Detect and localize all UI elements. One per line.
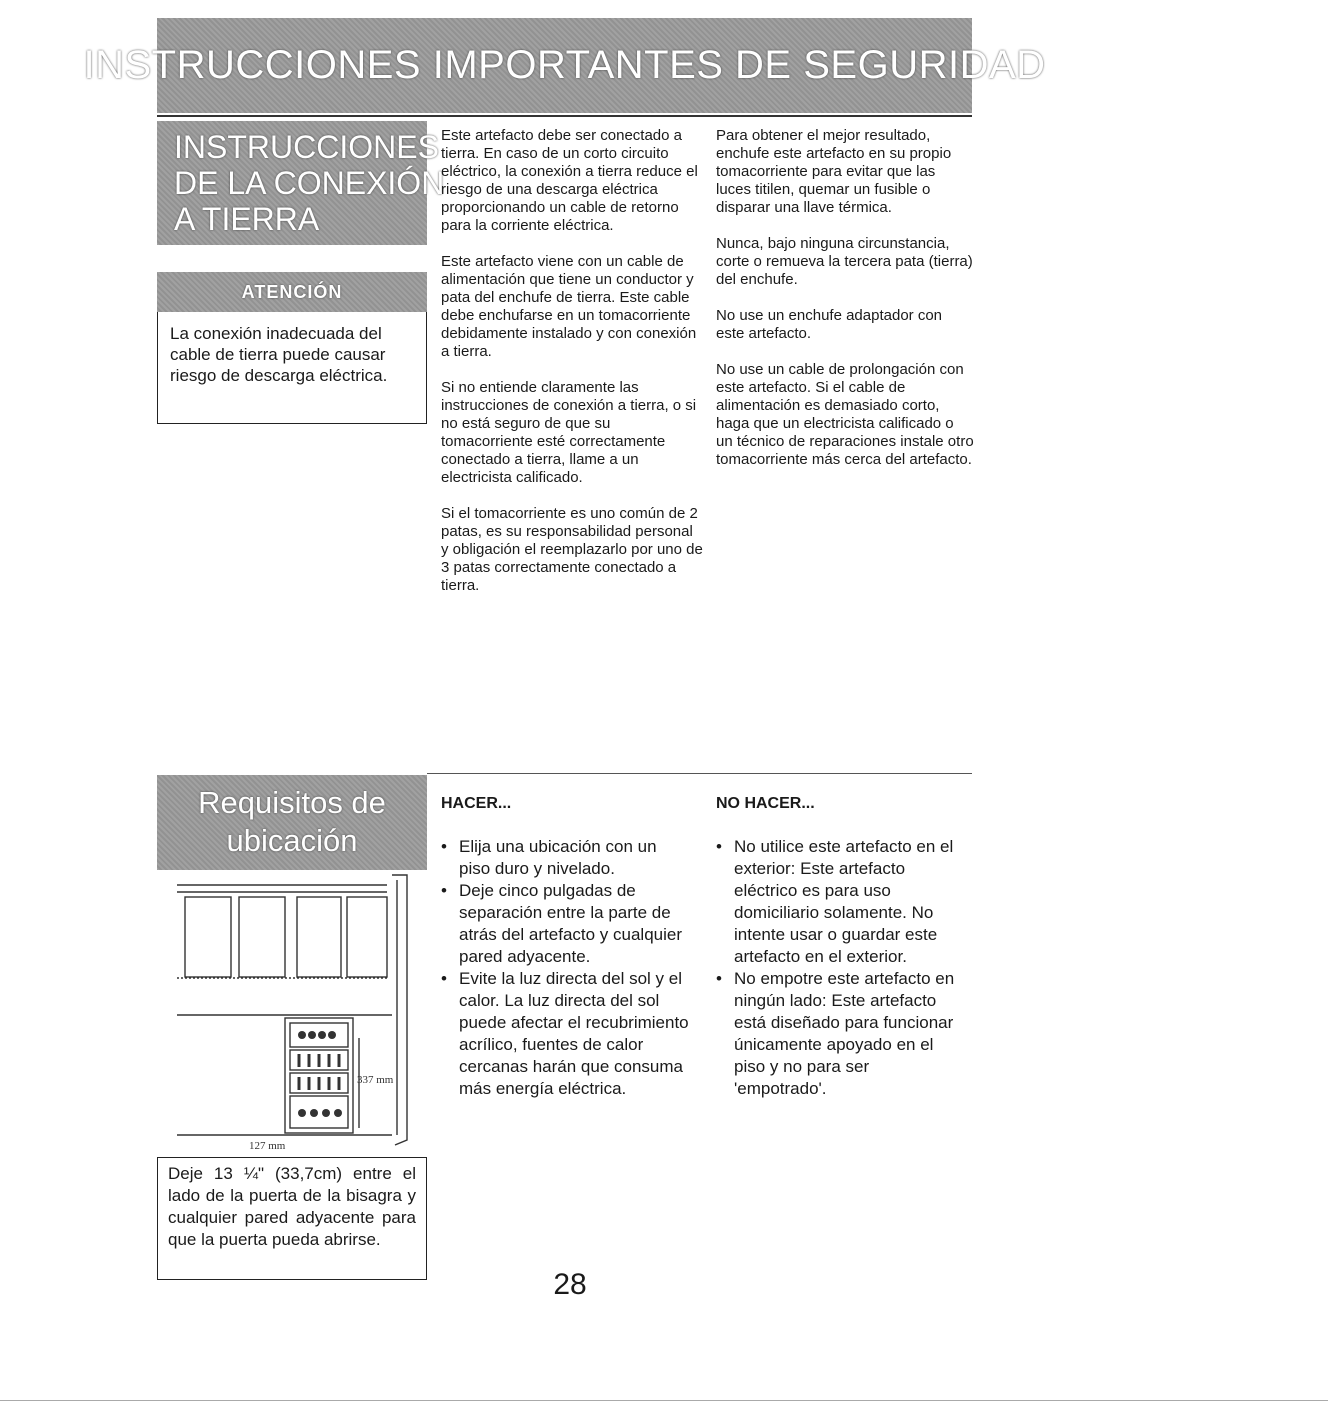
do-heading: HACER... — [441, 795, 512, 812]
paragraph: No use un cable de prolongación con este artefacto. Si el cable de alimentación es demasiado corto, haga que un electricista calificado o un técnico de reparaciones instale otro tomacorriente más cerca del artefacto. — [716, 361, 974, 468]
section-location-title-line: ubicación — [226, 823, 358, 858]
list-item: • Elija una ubicación con un piso duro y nivelado. — [441, 836, 691, 880]
placement-illustration — [157, 870, 427, 1155]
section-location-title-line: Requisitos de — [198, 785, 386, 820]
dim-width-label: 127 mm — [249, 1140, 286, 1152]
list-item: • Evite la luz directa del sol y el calor. La luz directa del sol puede afectar el recubrimiento acrílico, fuentes de calor cercanas harán que consuma más energía eléctrica. — [441, 968, 691, 1100]
paragraph: No use un enchufe adaptador con este artefacto. — [716, 307, 943, 342]
paragraph: Para obtener el mejor resultado, enchufe este artefacto en su propio tomacorriente para evitar que las luces titilen, quemar un fusible o disparar una llave térmica. — [716, 127, 952, 216]
paragraph: Este artefacto debe ser conectado a tierra. En caso de un corto circuito eléctrico, la conexión a tierra reduce el riesgo de una descarga eléctrica proporcionando un cable de retorno para la corriente eléctrica. — [441, 127, 698, 234]
attention-heading-text: ATENCIÓN — [241, 281, 343, 302]
list-item: • Deje cinco pulgadas de separación entre la parte de atrás del artefacto y cualquier pared adyacente. — [441, 880, 691, 968]
page-banner — [83, 18, 1046, 113]
list-item: • No empotre este artefacto en ningún lado: Este artefacto está diseñado para funcionar únicamente apoyado en el piso y no para ser 'empotrado'. — [716, 968, 966, 1100]
ground-column-2 — [716, 127, 974, 487]
do-list — [441, 836, 691, 1100]
attention-heading — [157, 272, 427, 312]
page-number: 28 — [553, 1268, 587, 1301]
section-location-title — [157, 775, 427, 870]
paragraph: Este artefacto viene con un cable de alimentación que tiene un conductor y pata del enchufe de tierra. Este cable debe enchufarse en un tomacorriente debidamente instalado y con conexión a tierra. — [441, 253, 697, 360]
list-item: • No utilice este artefacto en el exterior: Este artefacto eléctrico es para uso domiciliario solamente. No intente usar o guardar este artefacto en el exterior. — [716, 836, 966, 968]
ground-column-1 — [441, 127, 703, 613]
attention-text: La conexión inadecuada del cable de tierra puede causar riesgo de descarga eléctrica. — [170, 324, 388, 385]
section-ground-title-line: DE LA CONEXIÓN — [174, 165, 445, 201]
dont-list — [716, 836, 966, 1100]
paragraph: Si el tomacorriente es uno común de 2 patas, es su responsabilidad personal y obligación el reemplazarlo por uno de 3 patas correctamente conectado a tierra. — [441, 505, 703, 594]
clearance-note: Deje 13 ¼" (33,7cm) entre el lado de la puerta de la bisagra y cualquier pared adyacente para que la puerta pueda abrirse. — [157, 1157, 427, 1280]
section-ground-title-line: A TIERRA — [174, 201, 320, 237]
section-ground-title-line: INSTRUCCIONES — [174, 129, 439, 165]
dont-heading: NO HACER... — [716, 795, 815, 812]
bottom-rule — [0, 1400, 1328, 1401]
section-divider — [427, 773, 972, 774]
dim-height-label: 337 mm — [357, 1074, 394, 1086]
paragraph: Nunca, bajo ninguna circunstancia, corte o remueva la tercera pata (tierra) del enchufe. — [716, 235, 973, 288]
section-ground-title — [157, 121, 445, 245]
banner-title: INSTRUCCIONES IMPORTANTES DE SEGURIDAD — [83, 43, 1046, 87]
banner-rule — [157, 115, 972, 117]
paragraph: Si no entiende claramente las instrucciones de conexión a tierra, o si no está seguro de que su tomacorriente esté correctamente conectado a tierra, llame a un electricista calificado. — [441, 379, 697, 486]
